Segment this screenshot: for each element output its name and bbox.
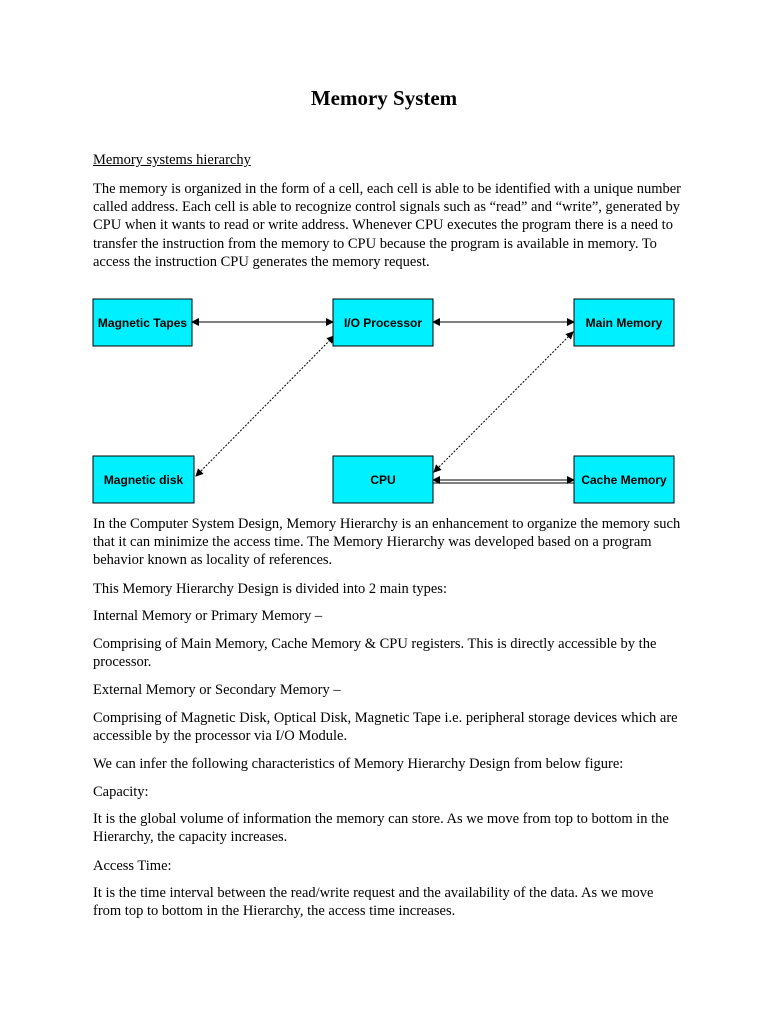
body-paragraph: Comprising of Magnetic Disk, Optical Disk, Magnetic Tape i.e. peripheral storage devices which are accessible by the processor via I/O Module. <box>93 710 678 745</box>
body-paragraph: Internal Memory or Primary Memory – <box>93 608 323 624</box>
cpu-label: CPU <box>370 473 396 487</box>
cache-memory-label: Cache Memory <box>581 473 667 487</box>
body-paragraph: We can infer the following characteristics of Memory Hierarchy Design from below figure: <box>93 756 624 772</box>
main-memory-box <box>574 299 674 346</box>
cache-memory-box <box>574 456 674 503</box>
body-paragraph: Access Time: <box>93 858 172 874</box>
cpu-mainmem-connector <box>434 332 573 472</box>
body-paragraph: External Memory or Secondary Memory – <box>93 682 341 698</box>
disk-io-connector <box>196 336 334 476</box>
magnetic-disk-box <box>93 456 194 503</box>
main-memory-label: Main Memory <box>585 316 663 330</box>
io-processor-box <box>333 299 433 346</box>
section-heading: Memory systems hierarchy <box>93 152 251 168</box>
body-paragraph: Capacity: <box>93 784 149 800</box>
io-processor-label: I/O Processor <box>343 316 423 330</box>
page-title: Memory System <box>310 86 458 110</box>
magnetic-disk-label: Magnetic disk <box>103 473 184 487</box>
intro-paragraph: The memory is organized in the form of a cell, each cell is able to be identified with a unique number called address. Each cell is able to recognize control signals such as “read” and “write”, generated by CPU when it wants to read or write address. Whenever CPU executes the program there is a need to transfer the instruction from the memory to CPU because the program is available in memory. To access the instruction CPU generates the memory request. <box>93 181 681 270</box>
body-paragraph: Comprising of Main Memory, Cache Memory & CPU registers. This is directly accessible by the processor. <box>93 636 657 671</box>
body-paragraph: It is the time interval between the read/write request and the availability of the data. As we move from top to bottom in the Hierarchy, the access time increases. <box>93 885 654 920</box>
magnetic-tapes-label: Magnetic Tapes <box>97 316 188 330</box>
body-paragraph: This Memory Hierarchy Design is divided into 2 main types: <box>93 581 447 597</box>
body-paragraph: In the Computer System Design, Memory Hierarchy is an enhancement to organize the memory such that it can minimize the access time. The Memory Hierarchy was developed based on a program behavior known as locality of references. <box>93 516 681 569</box>
cpu-box <box>333 456 433 503</box>
magnetic-tapes-box <box>93 299 192 346</box>
body-paragraph: It is the global volume of information the memory can store. As we move from top to bottom in the Hierarchy, the capacity increases. <box>93 811 669 846</box>
